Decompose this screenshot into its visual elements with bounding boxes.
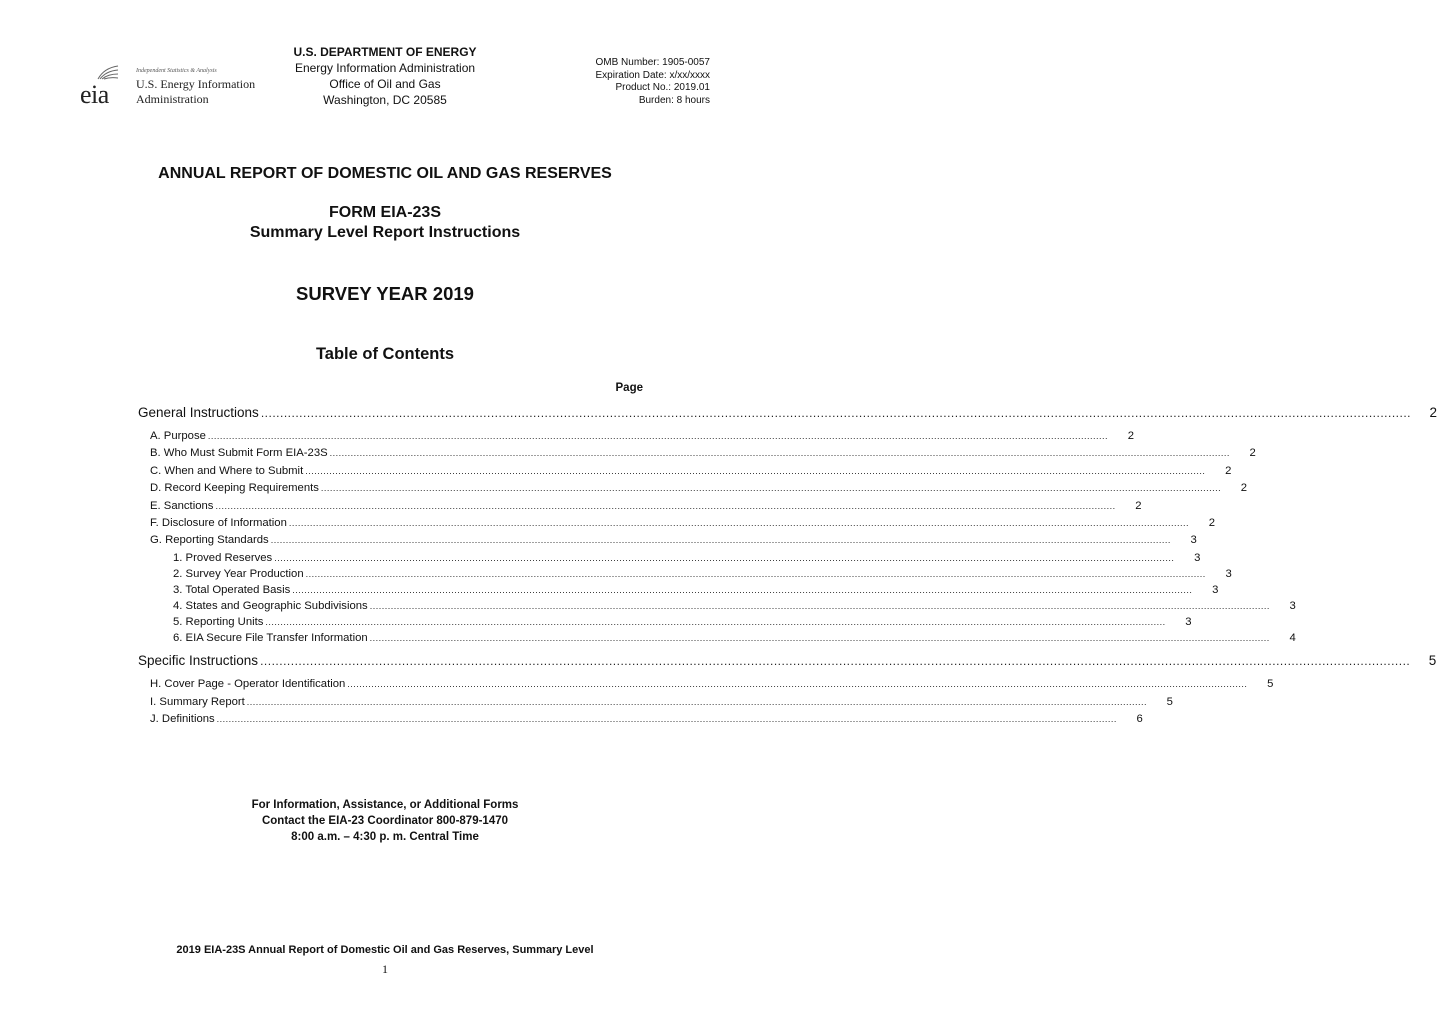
- toc-page: 2: [1127, 430, 1135, 442]
- toc-page: 3: [1225, 567, 1232, 580]
- toc-leader: ............................................................................................................................................................................................................................................................................................................: [265, 617, 1166, 628]
- toc-label: General Instructions: [138, 405, 259, 420]
- toc-page: 6: [1136, 713, 1143, 726]
- toc-page: 3: [1185, 616, 1192, 629]
- contact-line-3: 8:00 a.m. – 4:30 p. m. Central Time: [291, 831, 479, 843]
- toc-entry[interactable]: [138, 566, 1232, 582]
- toc-section-specific[interactable]: [138, 650, 1437, 672]
- toc-leader: ............................................................................................................................................................................................................................................................................................................: [320, 483, 1222, 494]
- toc-entry[interactable]: [138, 480, 1248, 497]
- toc-leader: ............................................................................................................................................................................................................................................................................................................: [288, 517, 1190, 528]
- toc-entry[interactable]: [138, 515, 1216, 532]
- toc-leader: ............................................................................................................................................................................................................................................................................................................: [305, 568, 1206, 579]
- toc-entry[interactable]: [138, 463, 1232, 480]
- contact-line-1: For Information, Assistance, or Additional Forms: [251, 799, 519, 811]
- toc-section-general[interactable]: [138, 402, 1437, 424]
- toc-entry[interactable]: [138, 598, 1296, 614]
- contact-info: [0, 797, 770, 845]
- form-number: FORM EIA-23S: [328, 204, 441, 221]
- agency-name: Energy Information Administration: [294, 61, 476, 75]
- toc-heading: Table of Contents: [315, 345, 455, 363]
- page-number: 1: [382, 962, 388, 976]
- toc-label: 3. Total Operated Basis: [173, 583, 291, 596]
- toc-label: B. Who Must Submit Form EIA-23S: [150, 447, 328, 460]
- toc-label: C. When and Where to Submit: [150, 464, 304, 477]
- toc-entry[interactable]: [138, 711, 1143, 728]
- omb-info: [595, 57, 710, 107]
- department-name: U.S. DEPARTMENT OF ENERGY: [293, 45, 477, 59]
- office-name: Office of Oil and Gas: [329, 77, 441, 91]
- toc-leader: ............................................................................................................................................................................................................................................................................................................: [292, 584, 1193, 595]
- toc-page: 5: [1428, 653, 1437, 669]
- toc-page: 5: [1267, 678, 1274, 691]
- toc-leader: ............................................................................................................................................................................................................................................................................................................: [270, 535, 1171, 546]
- page-column-label: Page: [615, 382, 643, 394]
- toc-label: I. Summary Report: [150, 695, 245, 708]
- expiration-date: Expiration Date: x/xx/xxxx: [595, 69, 710, 81]
- logo-tagline: Independent Statistics & Analysis: [136, 68, 217, 74]
- toc-label: J. Definitions: [150, 713, 215, 726]
- toc-leader: ............................................................................................................................................................................................................................................................................................................: [369, 633, 1270, 644]
- survey-year: SURVEY YEAR 2019: [296, 283, 474, 304]
- toc-entry[interactable]: [138, 428, 1135, 445]
- toc-leader: ............................................................................................................................................................................................................................................................................................................: [246, 696, 1147, 707]
- omb-number: OMB Number: 1905-0057: [595, 57, 710, 68]
- toc-leader: ............................................................................................................................................................................................................................................................................................................: [305, 465, 1206, 476]
- toc-label: 4. States and Geographic Subdivisions: [173, 600, 368, 613]
- toc-page: 5: [1166, 695, 1173, 708]
- toc-entry[interactable]: [138, 694, 1173, 711]
- toc-label: H. Cover Page - Operator Identification: [150, 678, 346, 691]
- toc-page: 3: [1194, 551, 1201, 564]
- page-footer: 2019 EIA-23S Annual Report of Domestic Oil and Gas Reserves, Summary Level: [176, 944, 594, 956]
- agency-address: Washington, DC 20585: [323, 93, 447, 107]
- agency-header: [260, 44, 510, 108]
- toc-label: 5. Reporting Units: [173, 616, 264, 629]
- toc-label: E. Sanctions: [150, 499, 214, 512]
- eia-logo: [78, 62, 268, 112]
- table-of-contents: [138, 402, 1437, 728]
- logo-line-1: U.S. Energy Information: [136, 77, 256, 91]
- toc-page: 3: [1212, 583, 1219, 596]
- toc-entry[interactable]: [138, 498, 1142, 515]
- toc-label: 2. Survey Year Production: [173, 567, 304, 580]
- toc-page: 4: [1289, 632, 1296, 645]
- report-subtitle: Summary Level Report Instructions: [249, 224, 521, 241]
- toc-leader: ............................................................................................................................................................................................................................................................................................................: [369, 601, 1270, 612]
- toc-page: 2: [1429, 405, 1437, 420]
- toc-label: F. Disclosure of Information: [150, 516, 287, 529]
- toc-entry[interactable]: [138, 550, 1201, 566]
- toc-leader: ............................................................................................................................................................................................................................................................................................................: [260, 406, 1412, 420]
- toc-label: G. Reporting Standards: [150, 534, 269, 547]
- toc-entry[interactable]: [138, 582, 1219, 598]
- toc-leader: ............................................................................................................................................................................................................................................................................................................: [260, 654, 1411, 669]
- toc-leader: ............................................................................................................................................................................................................................................................................................................: [207, 431, 1109, 441]
- toc-page: 3: [1289, 600, 1296, 613]
- toc-leader: ............................................................................................................................................................................................................................................................................................................: [329, 448, 1230, 459]
- toc-label: 6. EIA Secure File Transfer Information: [173, 632, 368, 645]
- report-title: ANNUAL REPORT OF DOMESTIC OIL AND GAS RESERVES: [158, 165, 612, 182]
- toc-leader: ............................................................................................................................................................................................................................................................................................................: [347, 679, 1248, 690]
- toc-leader: ............................................................................................................................................................................................................................................................................................................: [274, 552, 1175, 563]
- toc-entry[interactable]: [138, 676, 1274, 693]
- burden-hours: Burden: 8 hours: [638, 94, 710, 106]
- toc-entry[interactable]: [138, 630, 1296, 646]
- logo-line-2: Administration: [136, 92, 209, 106]
- toc-label: D. Record Keeping Requirements: [150, 482, 319, 495]
- toc-page: 2: [1240, 482, 1248, 495]
- toc-entry[interactable]: [138, 614, 1192, 630]
- toc-leader: ............................................................................................................................................................................................................................................................................................................: [215, 500, 1116, 511]
- toc-entry[interactable]: [138, 532, 1197, 549]
- toc-entry[interactable]: [138, 445, 1256, 462]
- toc-label: Specific Instructions: [138, 653, 259, 669]
- toc-leader: ............................................................................................................................................................................................................................................................................................................: [216, 714, 1117, 725]
- logo-wordmark: eia: [80, 80, 109, 109]
- toc-page: 2: [1249, 447, 1256, 460]
- toc-page: 2: [1208, 516, 1216, 529]
- contact-line-2: Contact the EIA-23 Coordinator 800-879-1470: [261, 815, 509, 827]
- toc-label: A. Purpose: [150, 430, 206, 442]
- toc-label: 1. Proved Reserves: [173, 551, 273, 564]
- toc-page: 2: [1225, 464, 1232, 477]
- toc-page: 3: [1190, 534, 1197, 547]
- product-number: Product No.: 2019.01: [615, 82, 710, 93]
- toc-page: 2: [1135, 499, 1142, 512]
